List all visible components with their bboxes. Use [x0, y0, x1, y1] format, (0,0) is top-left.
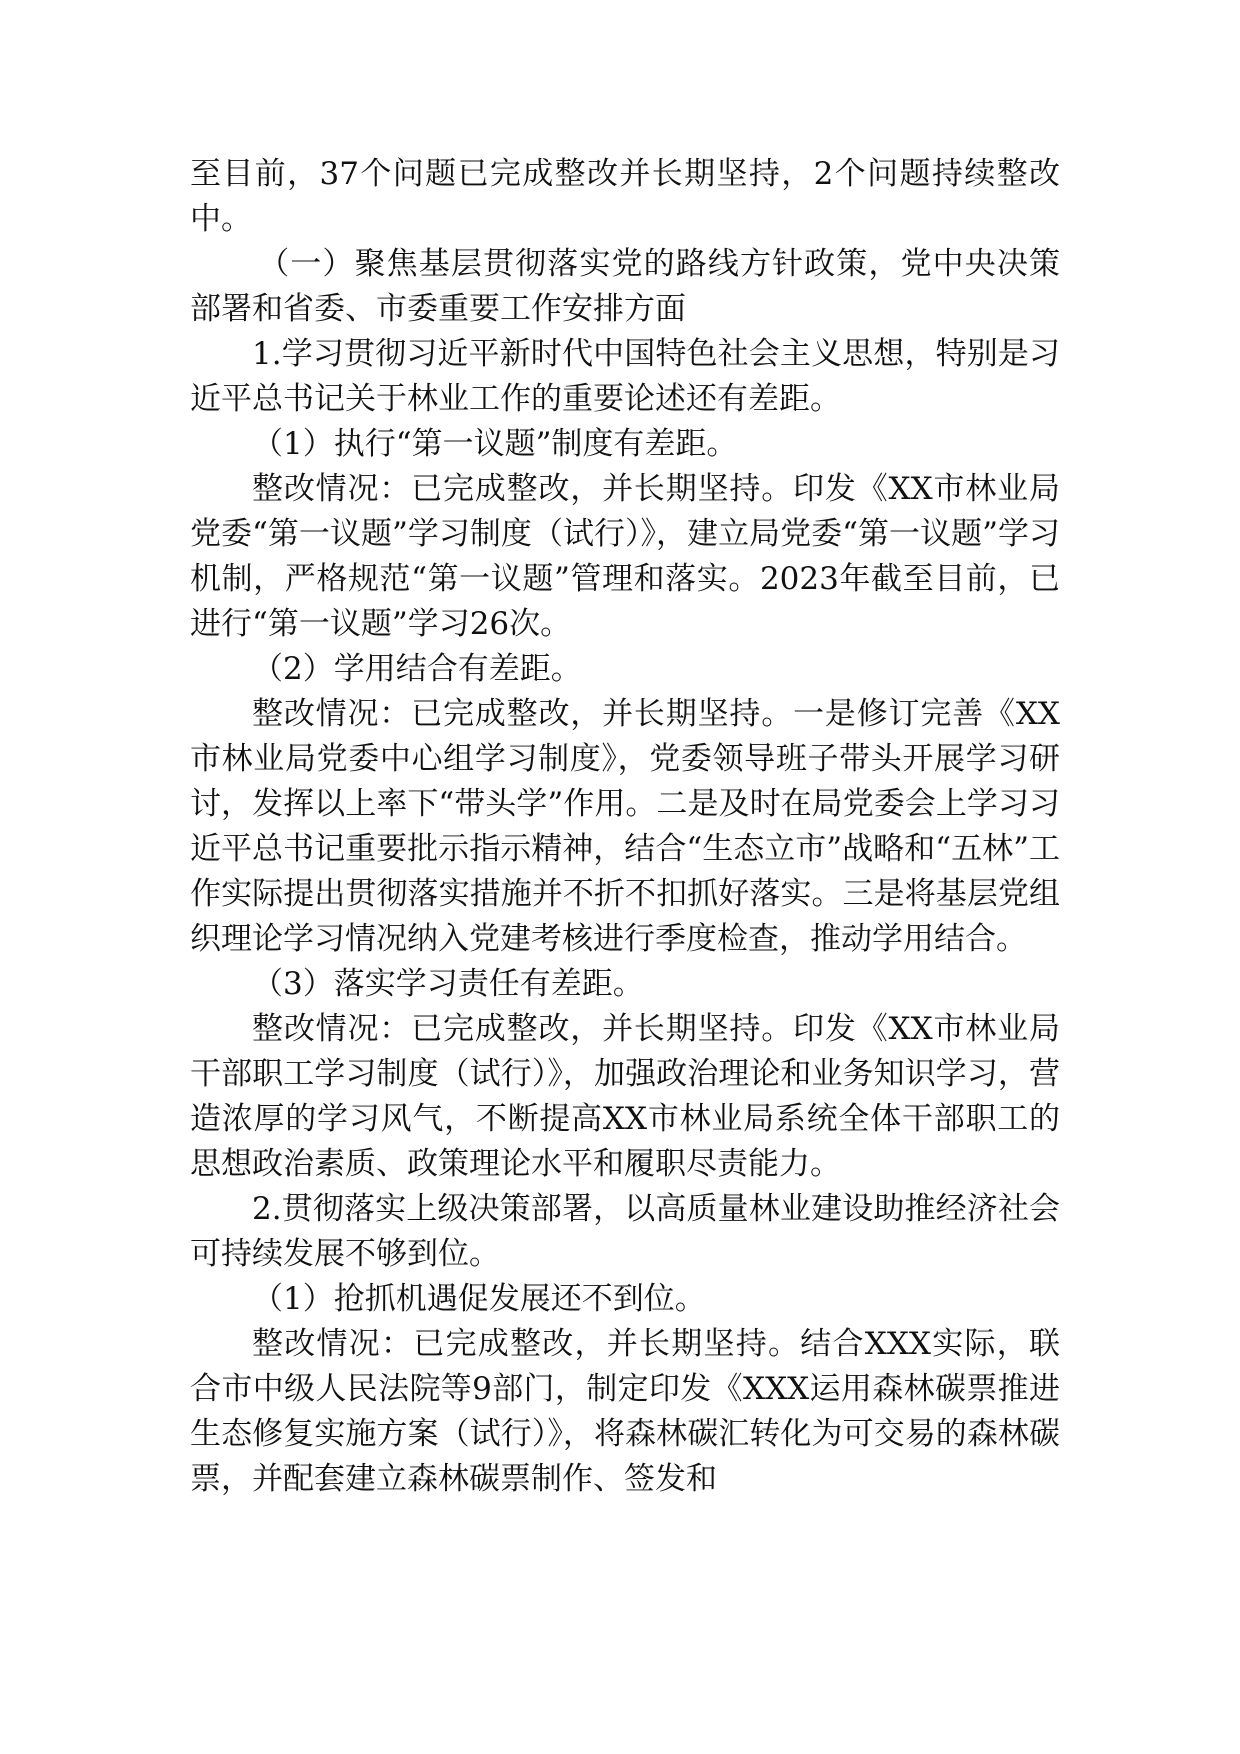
- section-heading-1: （一）聚焦基层贯彻落实党的路线方针政策，党中央决策部署和省委、市委重要工作安排方面: [190, 246, 1060, 327]
- document-page: [190, 152, 1060, 1502]
- rectification-paragraph-1-3: 整改情况：已完成整改，并长期坚持。印发《XX市林业局干部职工学习制度（试行）》，加强政治理论和业务知识学习，营造浓厚的学习风气，不断提高XX市林业局系统全体干部职工的思想政治素质、政策理论水平和履职尽责能力。: [190, 1011, 1060, 1182]
- sub-item-1-3: （3）落实学习责任有差距。: [252, 966, 644, 1002]
- paragraph-intro: 至目前，37个问题已完成整改并长期坚持，2个问题持续整改中。: [190, 156, 1060, 237]
- sub-item-1-2: （2）学用结合有差距。: [252, 651, 582, 687]
- item-heading-2: 2.贯彻落实上级决策部署，以高质量林业建设助推经济社会可持续发展不够到位。: [190, 1191, 1060, 1272]
- rectification-paragraph-2-1: 整改情况：已完成整改，并长期坚持。结合XXX实际，联合市中级人民法院等9部门，制定印发《XXX运用森林碳票推进生态修复实施方案（试行）》，将森林碳汇转化为可交易的森林碳票，并配套建立森林碳票制作、签发和: [190, 1326, 1060, 1497]
- sub-item-1-1: （1）执行“第一议题”制度有差距。: [252, 426, 738, 462]
- sub-item-2-1: （1）抢抓机遇促发展还不到位。: [252, 1281, 706, 1317]
- rectification-paragraph-1-1: 整改情况：已完成整改，并长期坚持。印发《XX市林业局党委“第一议题”学习制度（试行）》，建立局党委“第一议题”学习机制，严格规范“第一议题”管理和落实。2023年截至目前，已进行“第一议题”学习26次。: [190, 471, 1060, 642]
- rectification-paragraph-1-2: 整改情况：已完成整改，并长期坚持。一是修订完善《XX市林业局党委中心组学习制度》，党委领导班子带头开展学习研讨，发挥以上率下“带头学”作用。二是及时在局党委会上学习习近平总书记重要批示指示精神，结合“生态立市”战略和“五林”工作实际提出贯彻落实措施并不折不扣抓好落实。三是将基层党组织理论学习情况纳入党建考核进行季度检查，推动学用结合。: [190, 696, 1060, 957]
- item-heading-1: 1.学习贯彻习近平新时代中国特色社会主义思想，特别是习近平总书记关于林业工作的重要论述还有差距。: [190, 336, 1060, 417]
